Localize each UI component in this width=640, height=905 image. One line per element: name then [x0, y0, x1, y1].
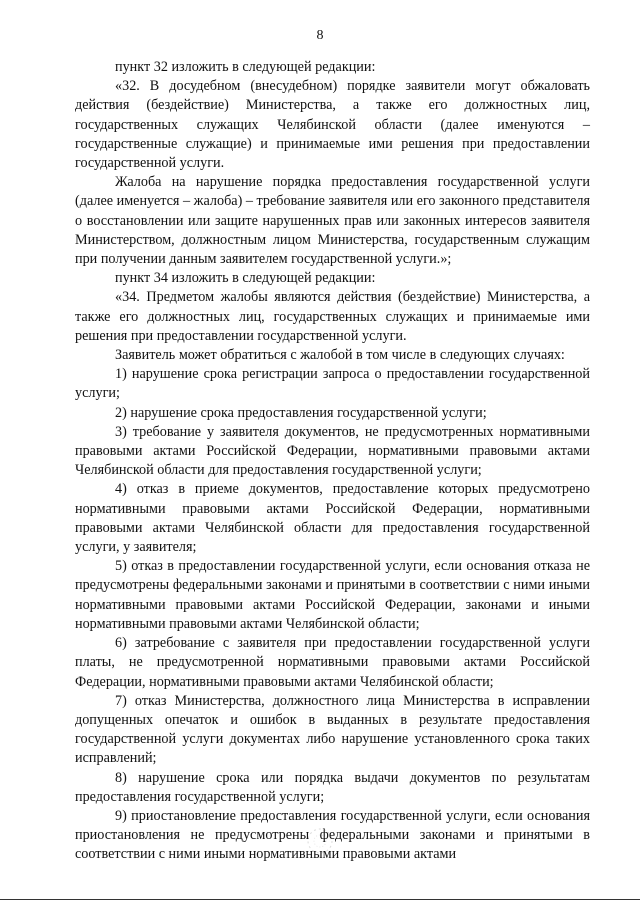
paragraph: 5) отказ в предоставлении государственной услуги, если основания отказа не предусмотрены федеральными законами и принятыми в соответствии с ними иными нормативными правовыми актами Российской Федерации, законами и иными нормативными правовыми актами Челябинской области;	[75, 558, 590, 632]
paragraph: «32. В досудебном (внесудебном) порядке заявители могут обжаловать действия (бездействие) Министерства, а также его должностных лиц, государственных служащих Челябинской области (далее именуются – государственные служащие) и принимаемые ими решения при предоставлении государственной услуги.	[75, 78, 590, 172]
paragraph: 2) нарушение срока предоставления государственной услуги;	[115, 404, 487, 421]
paragraph: 9) приостановление предоставления государственной услуги, если основания приостановления не предусмотрены федеральными законами и принятыми в соответствии с ними иными нормативными правовыми актами	[75, 807, 590, 863]
faint-stamp-mark	[302, 826, 338, 856]
paragraph: пункт 32 изложить в следующей редакции:	[115, 59, 376, 75]
paragraph: «34. Предметом жалобы являются действия (бездействие) Министерства, а также его должностных лиц, государственных служащих и принимаемые ими решения при предоставлении государственной услуги.	[75, 289, 590, 344]
paragraph: пункт 34 изложить в следующей редакции:	[115, 270, 376, 287]
paragraph: Жалоба на нарушение порядка предоставления государственной услуги (далее именуется – жалоба) – требование заявителя или его законного представителя о восстановлении или защите нарушенных прав или законных интересов заявителя Министерством, должностным лицом Министерства, государственным служащим при получении данным заявителем государственной услуги.»;	[75, 174, 590, 268]
paragraph: 8) нарушение срока или порядка выдачи документов по результатам предоставления государственной услуги;	[75, 769, 590, 805]
page-number: 8	[316, 28, 324, 43]
paragraph: 4) отказ в приеме документов, предоставление которых предусмотрено нормативными правовыми актами Российской Федерации, нормативными правовыми актами Челябинской области для предоставления государственной услуги, у заявителя;	[75, 481, 590, 556]
page-bottom-border	[0, 899, 640, 900]
paragraph: 6) затребование с заявителя при предоставлении государственной услуги платы, не предусмотренной нормативными правовыми актами Российской Федерации, нормативными правовыми актами Челябинской области;	[75, 635, 590, 690]
paragraph: 3) требование у заявителя документов, не предусмотренных нормативными правовыми актами Российской Федерации, нормативными правовыми актами Челябинской области для предоставления государственной услуги;	[75, 423, 590, 479]
paragraph: Заявитель может обратиться с жалобой в том числе в следующих случаях:	[115, 347, 565, 364]
document-body	[75, 58, 590, 865]
paragraph: 1) нарушение срока регистрации запроса о предоставлении государственной услуги;	[75, 366, 590, 402]
paragraph: 7) отказ Министерства, должностного лица Министерства в исправлении допущенных опечаток и ошибок в выданных в результате предоставления государственной услуги документах либо нарушение установленного срока таких исправлений;	[75, 692, 590, 767]
